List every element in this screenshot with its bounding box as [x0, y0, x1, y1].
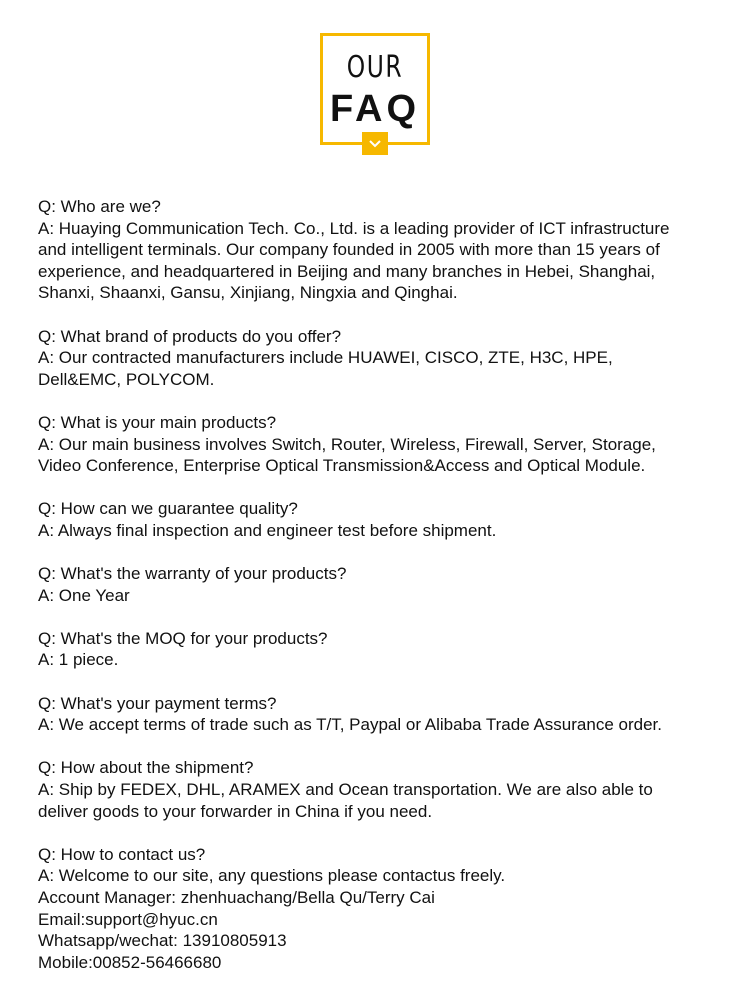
faq-question: Q: What brand of products do you offer? — [38, 326, 342, 346]
faq-answer — [38, 585, 728, 607]
faq-answer-line: A: Welcome to our site, any questions please contactus freely. — [38, 866, 506, 886]
faq-answer-line: Dell&EMC, POLYCOM. — [38, 369, 215, 389]
faq-answer — [38, 434, 728, 477]
faq-question: Q: What's the warranty of your products? — [38, 564, 347, 584]
faq-item — [38, 326, 728, 391]
faq-answer-line: A: Ship by FEDEX, DHL, ARAMEX and Ocean transportation. We are also able to — [38, 780, 653, 800]
faq-answer-line: A: Our main business involves Switch, Router, Wireless, Firewall, Server, Storage, — [38, 434, 656, 454]
faq-item — [38, 196, 728, 304]
faq-answer — [38, 714, 728, 736]
faq-answer-line: Account Manager: zhenhuachang/Bella Qu/Terry Cai — [38, 888, 435, 907]
frame-bottom-left-border — [320, 142, 362, 145]
faq-question: Q: What's your payment terms? — [38, 693, 277, 713]
faq-answer-line: A: 1 piece. — [38, 650, 119, 670]
faq-answer-line: deliver goods to your forwarder in China if you need. — [38, 801, 433, 821]
faq-answer — [38, 520, 728, 542]
faq-answer-line: A: We accept terms of trade such as T/T, Paypal or Alibaba Trade Assurance order. — [38, 715, 662, 735]
faq-answer-line: A: One Year — [38, 585, 130, 605]
faq-answer — [38, 218, 728, 304]
frame-bottom-right-border — [388, 142, 430, 145]
faq-question: Q: Who are we? — [38, 197, 161, 216]
faq-question: Q: How about the shipment? — [38, 758, 254, 778]
faq-answer-line: Mobile:00852-56466680 — [38, 952, 222, 972]
faq-item — [38, 628, 728, 671]
faq-question: Q: How to contact us? — [38, 844, 206, 864]
faq-question: Q: What is your main products? — [38, 412, 277, 432]
header-line-our: OUR — [346, 50, 404, 85]
faq-item — [38, 693, 728, 736]
faq-answer-line: and intelligent terminals. Our company founded in 2005 with more than 15 years of — [38, 240, 660, 260]
faq-answer — [38, 779, 728, 822]
header-badge — [362, 132, 388, 155]
faq-answer-line: A: Always final inspection and engineer test before shipment. — [38, 520, 497, 540]
faq-header-logo — [320, 33, 430, 145]
faq-answer-line: Email:support@hyuc.cn — [38, 909, 218, 929]
faq-question: Q: How can we guarantee quality? — [38, 499, 298, 519]
faq-item — [38, 412, 728, 477]
frame-top-border — [320, 33, 430, 36]
faq-item — [38, 498, 728, 541]
faq-answer-line: A: Our contracted manufacturers include HUAWEI, CISCO, ZTE, H3C, HPE, — [38, 348, 613, 368]
faq-list — [38, 196, 728, 973]
faq-answer — [38, 649, 728, 671]
faq-answer — [38, 347, 728, 390]
faq-answer — [38, 865, 728, 973]
faq-item — [38, 844, 728, 974]
faq-answer-line: A: Huaying Communication Tech. Co., Ltd. is a leading provider of ICT infrastructure — [38, 218, 670, 238]
faq-question: Q: What's the MOQ for your products? — [38, 628, 328, 648]
faq-answer-line: Video Conference, Enterprise Optical Transmission&Access and Optical Module. — [38, 456, 646, 476]
faq-answer-line: Whatsapp/wechat: 13910805913 — [38, 931, 287, 951]
header-line-faq: FAQ — [329, 88, 421, 130]
chevron-down-icon — [368, 139, 382, 149]
faq-item — [38, 563, 728, 606]
faq-item — [38, 757, 728, 822]
faq-answer-line: Shanxi, Shaanxi, Gansu, Xinjiang, Ningxia and Qinghai. — [38, 283, 458, 303]
faq-answer-line: experience, and headquartered in Beijing and many branches in Hebei, Shanghai, — [38, 261, 656, 281]
